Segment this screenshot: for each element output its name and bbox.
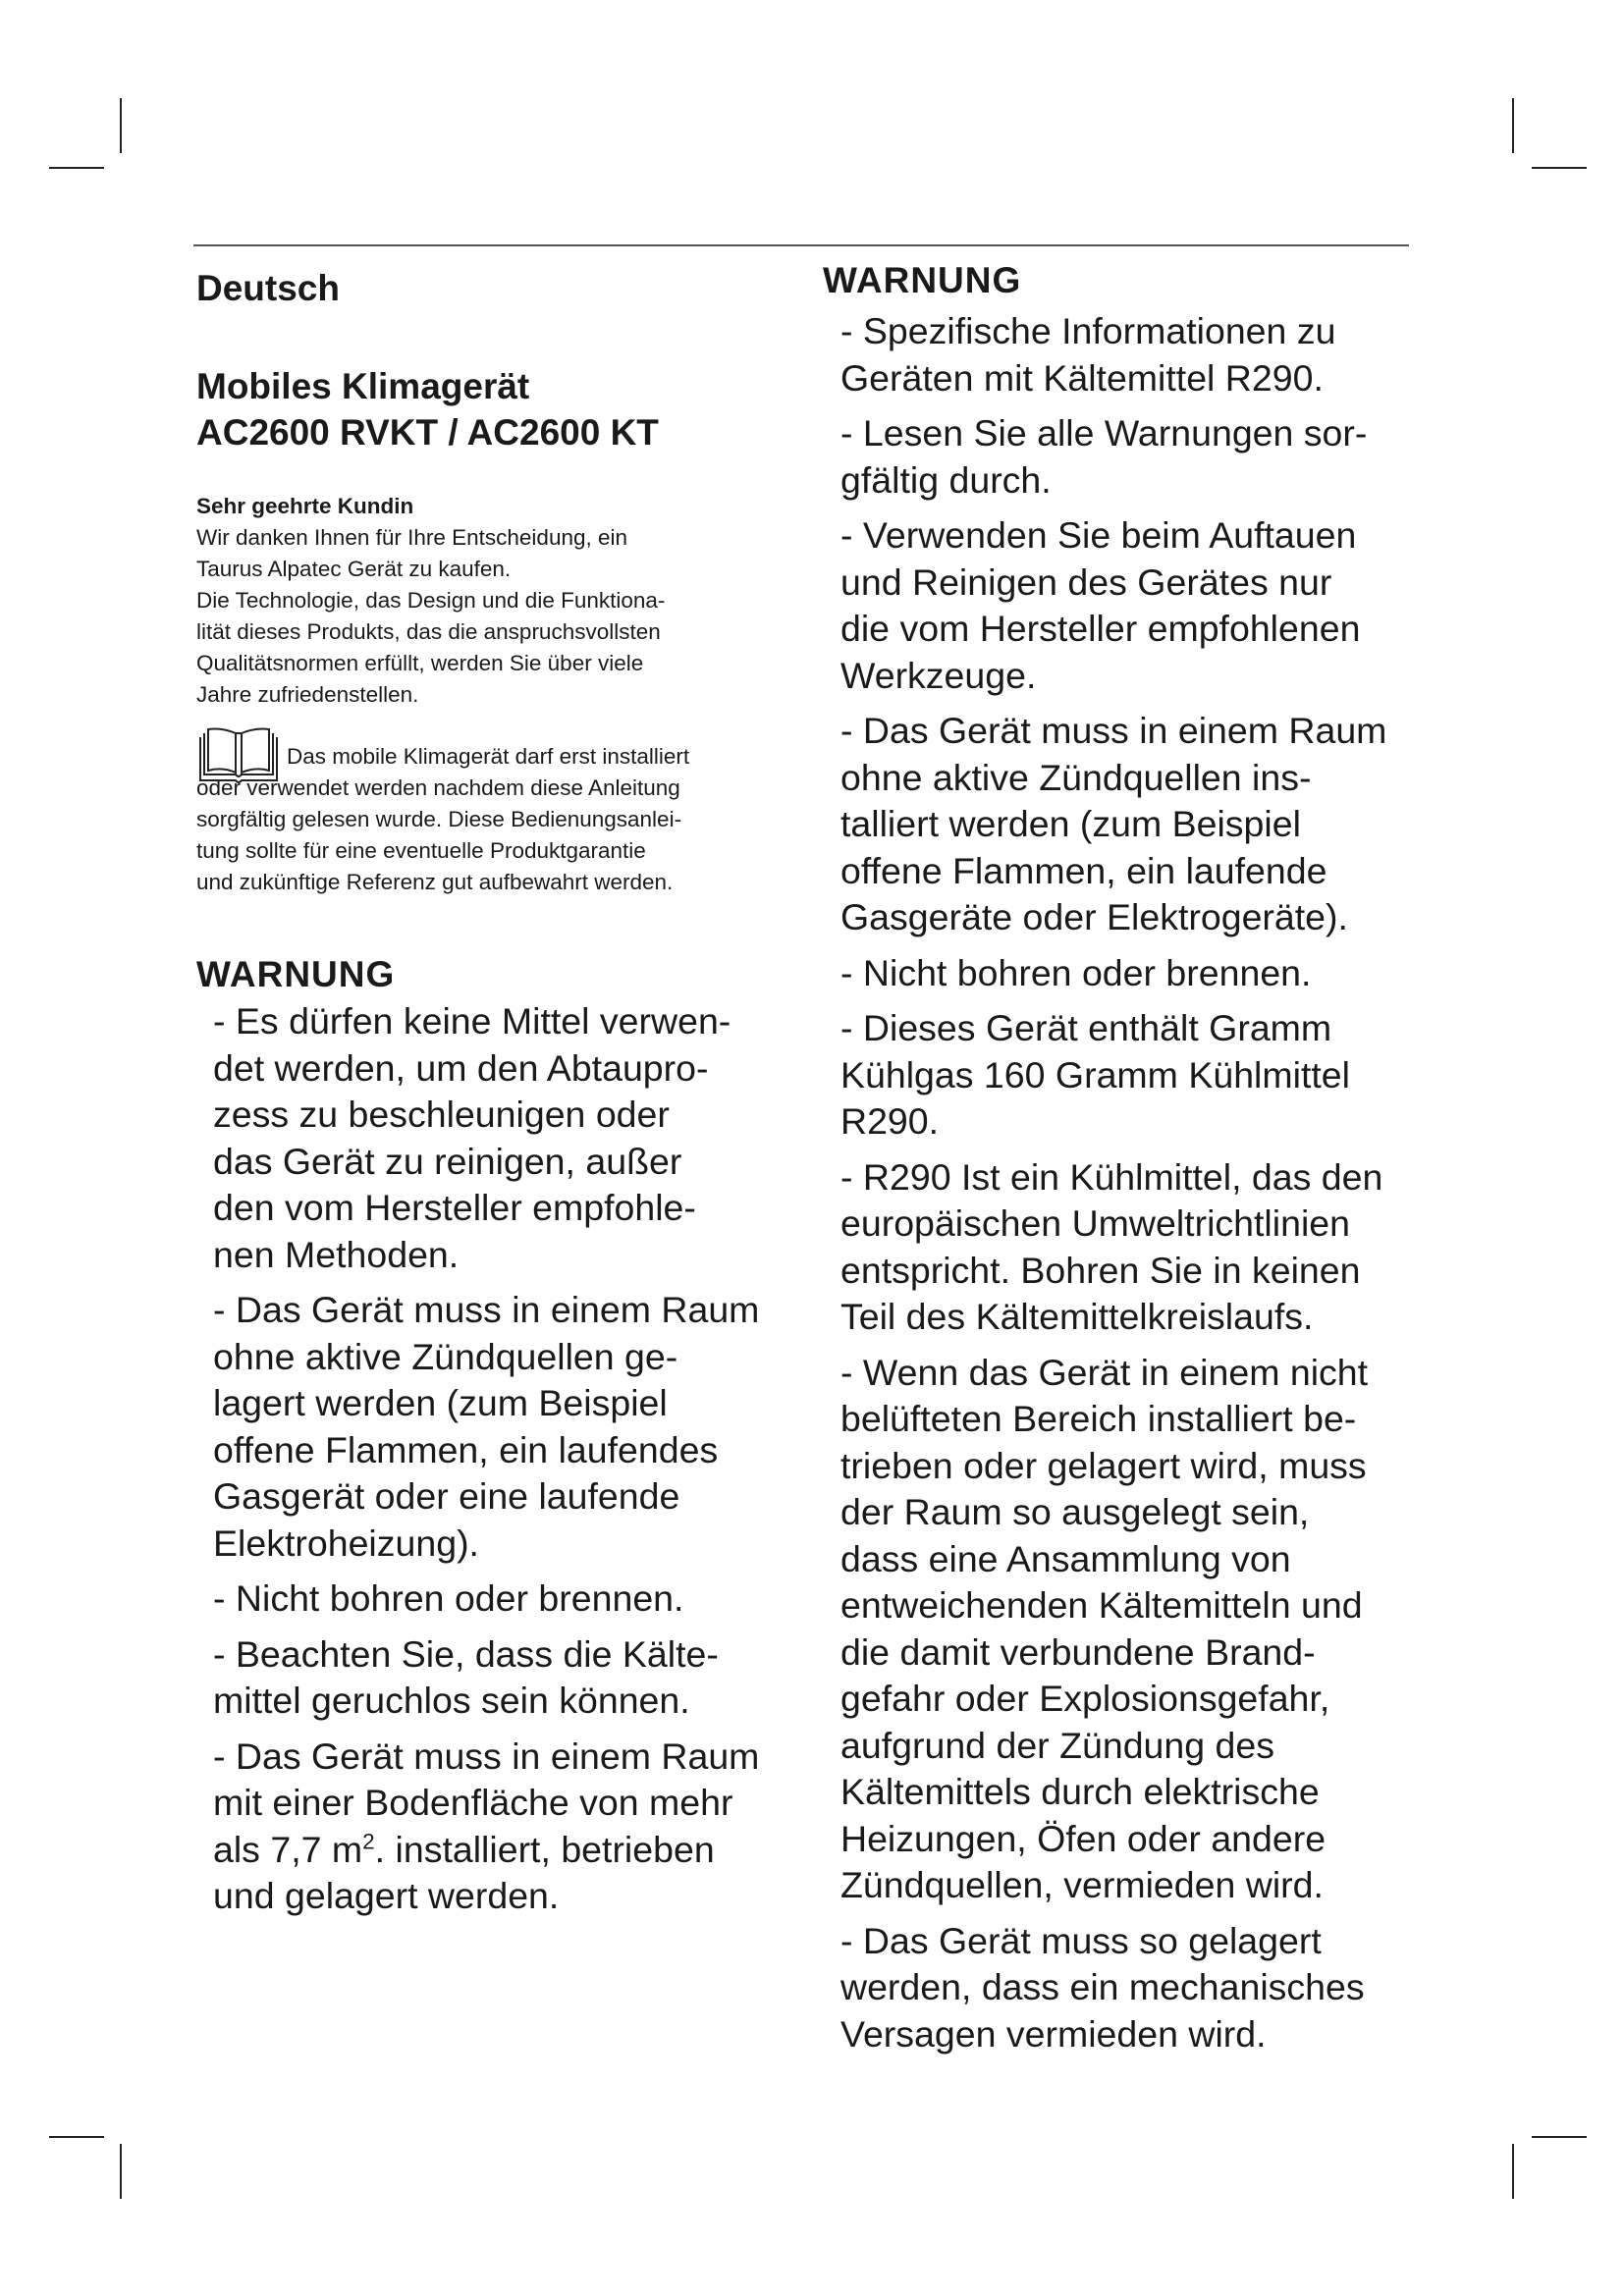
warning-line: gfältig durch. [840, 458, 1052, 501]
warning-line: gefahr oder Explosionsgefahr, [840, 1678, 1330, 1719]
warning-line: Versagen vermieden wird. [840, 2012, 1267, 2055]
warning-line: Heizungen, Öfen oder andere [840, 1817, 1326, 1859]
notice-line: tung sollte für eine eventuelle Produktgarantie [196, 838, 646, 863]
warning-line: werden, dass ein mechanisches [840, 1966, 1365, 2007]
warning-line: dass eine Ansammlung von [840, 1537, 1291, 1579]
crop-mark-top-left-v [120, 98, 122, 153]
warning-line: Kältemittels durch elektrische [840, 1771, 1320, 1812]
warning-line: Teil des Kältemittelkreislaufs. [840, 1296, 1314, 1337]
intro-line: lität dieses Produkts, das die anspruchsvollsten [196, 619, 661, 644]
intro-line: Die Technologie, das Design und die Funktiona- [196, 588, 666, 613]
area-text-rest: . installiert, betrieben [374, 1828, 715, 1870]
warning-line: - Nicht bohren oder brennen. [213, 1577, 684, 1619]
warning-line: - Es dürfen keine Mittel verwen- [213, 1000, 731, 1041]
warning-line: mit einer Bodenfläche von mehr [213, 1782, 733, 1823]
intro-line: Taurus Alpatec Gerät zu kaufen. [196, 557, 512, 581]
warning-line: offene Flammen, ein laufendes [213, 1428, 719, 1470]
crop-mark-top-right-h [1532, 167, 1587, 169]
warning-line: die vom Hersteller empfohlenen [840, 608, 1361, 649]
warning-line: - Das Gerät muss in einem Raum [840, 710, 1387, 751]
warning-line: Geräten mit Kältemittel R290. [840, 356, 1324, 399]
warning-line: ohne aktive Zündquellen ins- [840, 756, 1312, 798]
crop-mark-bottom-right-v [1512, 2144, 1514, 2199]
warning-line: - Beachten Sie, dass die Kälte- [213, 1632, 719, 1675]
warning-line: Werkzeuge. [840, 654, 1037, 696]
warning-line: entspricht. Bohren Sie in keinen [840, 1249, 1361, 1291]
warning-line: - Lesen Sie alle Warnungen sor- [840, 412, 1368, 454]
warning-line: - Wenn das Gerät in einem nicht [840, 1351, 1369, 1393]
notice-line: oder verwendet werden nachdem diese Anleitung [196, 775, 680, 800]
warning-line: - Verwenden Sie beim Auftauen [840, 514, 1357, 556]
warning-line: das Gerät zu reinigen, außer [213, 1140, 682, 1182]
warning-line: europäischen Umweltrichtlinien [840, 1202, 1350, 1244]
warning-line: talliert werden (zum Beispiel [840, 803, 1301, 844]
warning-item [840, 308, 1451, 401]
warning-line: offene Flammen, ein laufende [840, 849, 1327, 891]
warning-line: und gelagert werden. [213, 1875, 560, 1916]
warning-line: aufgrund der Zündung des [840, 1724, 1274, 1766]
warning-item [840, 410, 1451, 504]
warning-line: - Nicht bohren oder brennen. [840, 951, 1312, 993]
warning-item [840, 708, 1451, 941]
crop-mark-top-right-v [1512, 98, 1514, 153]
warning-line: Gasgeräte oder Elektrogeräte). [840, 896, 1348, 937]
area-text: als 7,7 m [213, 1828, 363, 1870]
product-title-line2: AC2600 RVKT / AC2600 KT [196, 412, 659, 453]
warning-line: Elektroheizung). [213, 1522, 479, 1564]
warning-line: zess zu beschleunigen oder [213, 1094, 670, 1135]
warning-line: ohne aktive Zündquellen ge- [213, 1335, 678, 1377]
warning-item [840, 1350, 1451, 1909]
warning-line: Zündquellen, vermieden wird. [840, 1864, 1324, 1905]
intro-line: Wir danken Ihnen für Ihre Entscheidung, ein [196, 525, 628, 550]
notice-line: sorgfältig gelesen wurde. Diese Bedienungsanlei- [196, 807, 682, 831]
intro-line: Jahre zufriedenstellen. [196, 682, 419, 707]
warning-item [213, 998, 825, 1278]
warning-item [840, 512, 1451, 699]
warning-line: trieben oder gelagert wird, muss [840, 1444, 1367, 1486]
warning-line: belüfteten Bereich installiert be- [840, 1398, 1357, 1439]
warning-line: der Raum so ausgelegt sein, [840, 1491, 1310, 1532]
right-column [823, 257, 1451, 2057]
notice-line: und zukünftige Referenz gut aufbewahrt werden. [196, 870, 674, 894]
warning-item [840, 950, 1451, 997]
warning-item [213, 1631, 825, 1725]
warning-line: - Das Gerät muss in einem Raum [213, 1735, 760, 1777]
left-column [196, 257, 825, 1920]
product-title-line1: Mobiles Klimagerät [196, 366, 530, 406]
warning-line: lagert werden (zum Beispiel [213, 1382, 668, 1423]
right-warning-title: WARNUNG [823, 260, 1022, 300]
warning-line: Gasgerät oder eine laufende [213, 1475, 680, 1517]
warning-line: det werden, um den Abtaupro- [213, 1046, 709, 1089]
warning-line: - Dieses Gerät enthält Gramm [840, 1007, 1332, 1048]
book-icon [196, 725, 281, 786]
left-warning-title: WARNUNG [196, 954, 396, 994]
warning-item [840, 1154, 1451, 1341]
warning-line: Kühlgas 160 Gramm Kühlmittel [840, 1053, 1350, 1095]
crop-mark-bottom-left-v [120, 2144, 122, 2199]
warning-line: nen Methoden. [213, 1233, 460, 1275]
warning-line: - Das Gerät muss so gelagert [840, 1919, 1322, 1961]
warning-line: die damit verbundene Brand- [840, 1630, 1316, 1673]
notice-line: Das mobile Klimagerät darf erst installiert [287, 744, 690, 769]
greeting: Sehr geehrte Kundin [196, 494, 414, 518]
right-warning-list [823, 308, 1451, 2057]
left-warning-list [196, 998, 825, 1920]
warning-line: entweichenden Kältemitteln und [840, 1584, 1363, 1626]
warning-line-area [213, 1827, 825, 1874]
area-superscript: 2 [362, 1829, 375, 1853]
crop-mark-bottom-right-h [1532, 2136, 1587, 2138]
warning-item [213, 1287, 825, 1567]
warning-line: mittel geruchlos sein können. [213, 1680, 690, 1721]
warning-item [840, 1005, 1451, 1146]
warning-line: den vom Hersteller empfohle- [213, 1187, 696, 1228]
warning-line: - Das Gerät muss in einem Raum [213, 1289, 760, 1330]
warning-line: R290. [840, 1100, 940, 1142]
manual-notice [196, 741, 825, 898]
crop-mark-top-left-h [49, 167, 104, 169]
warning-item [213, 1734, 825, 1920]
header-rule [193, 244, 1409, 246]
warning-line: - Spezifische Informationen zu [840, 310, 1336, 351]
warning-item [840, 1918, 1451, 2058]
warning-item [213, 1575, 825, 1623]
warning-line: - R290 Ist ein Kühlmittel, das den [840, 1155, 1383, 1198]
intro-text [196, 522, 825, 711]
intro-line: Qualitätsnormen erfüllt, werden Sie über viele [196, 651, 644, 675]
language-heading: Deutsch [196, 268, 340, 308]
product-title [196, 363, 825, 455]
warning-line: und Reinigen des Gerätes nur [840, 561, 1332, 603]
crop-mark-bottom-left-h [49, 2136, 104, 2138]
